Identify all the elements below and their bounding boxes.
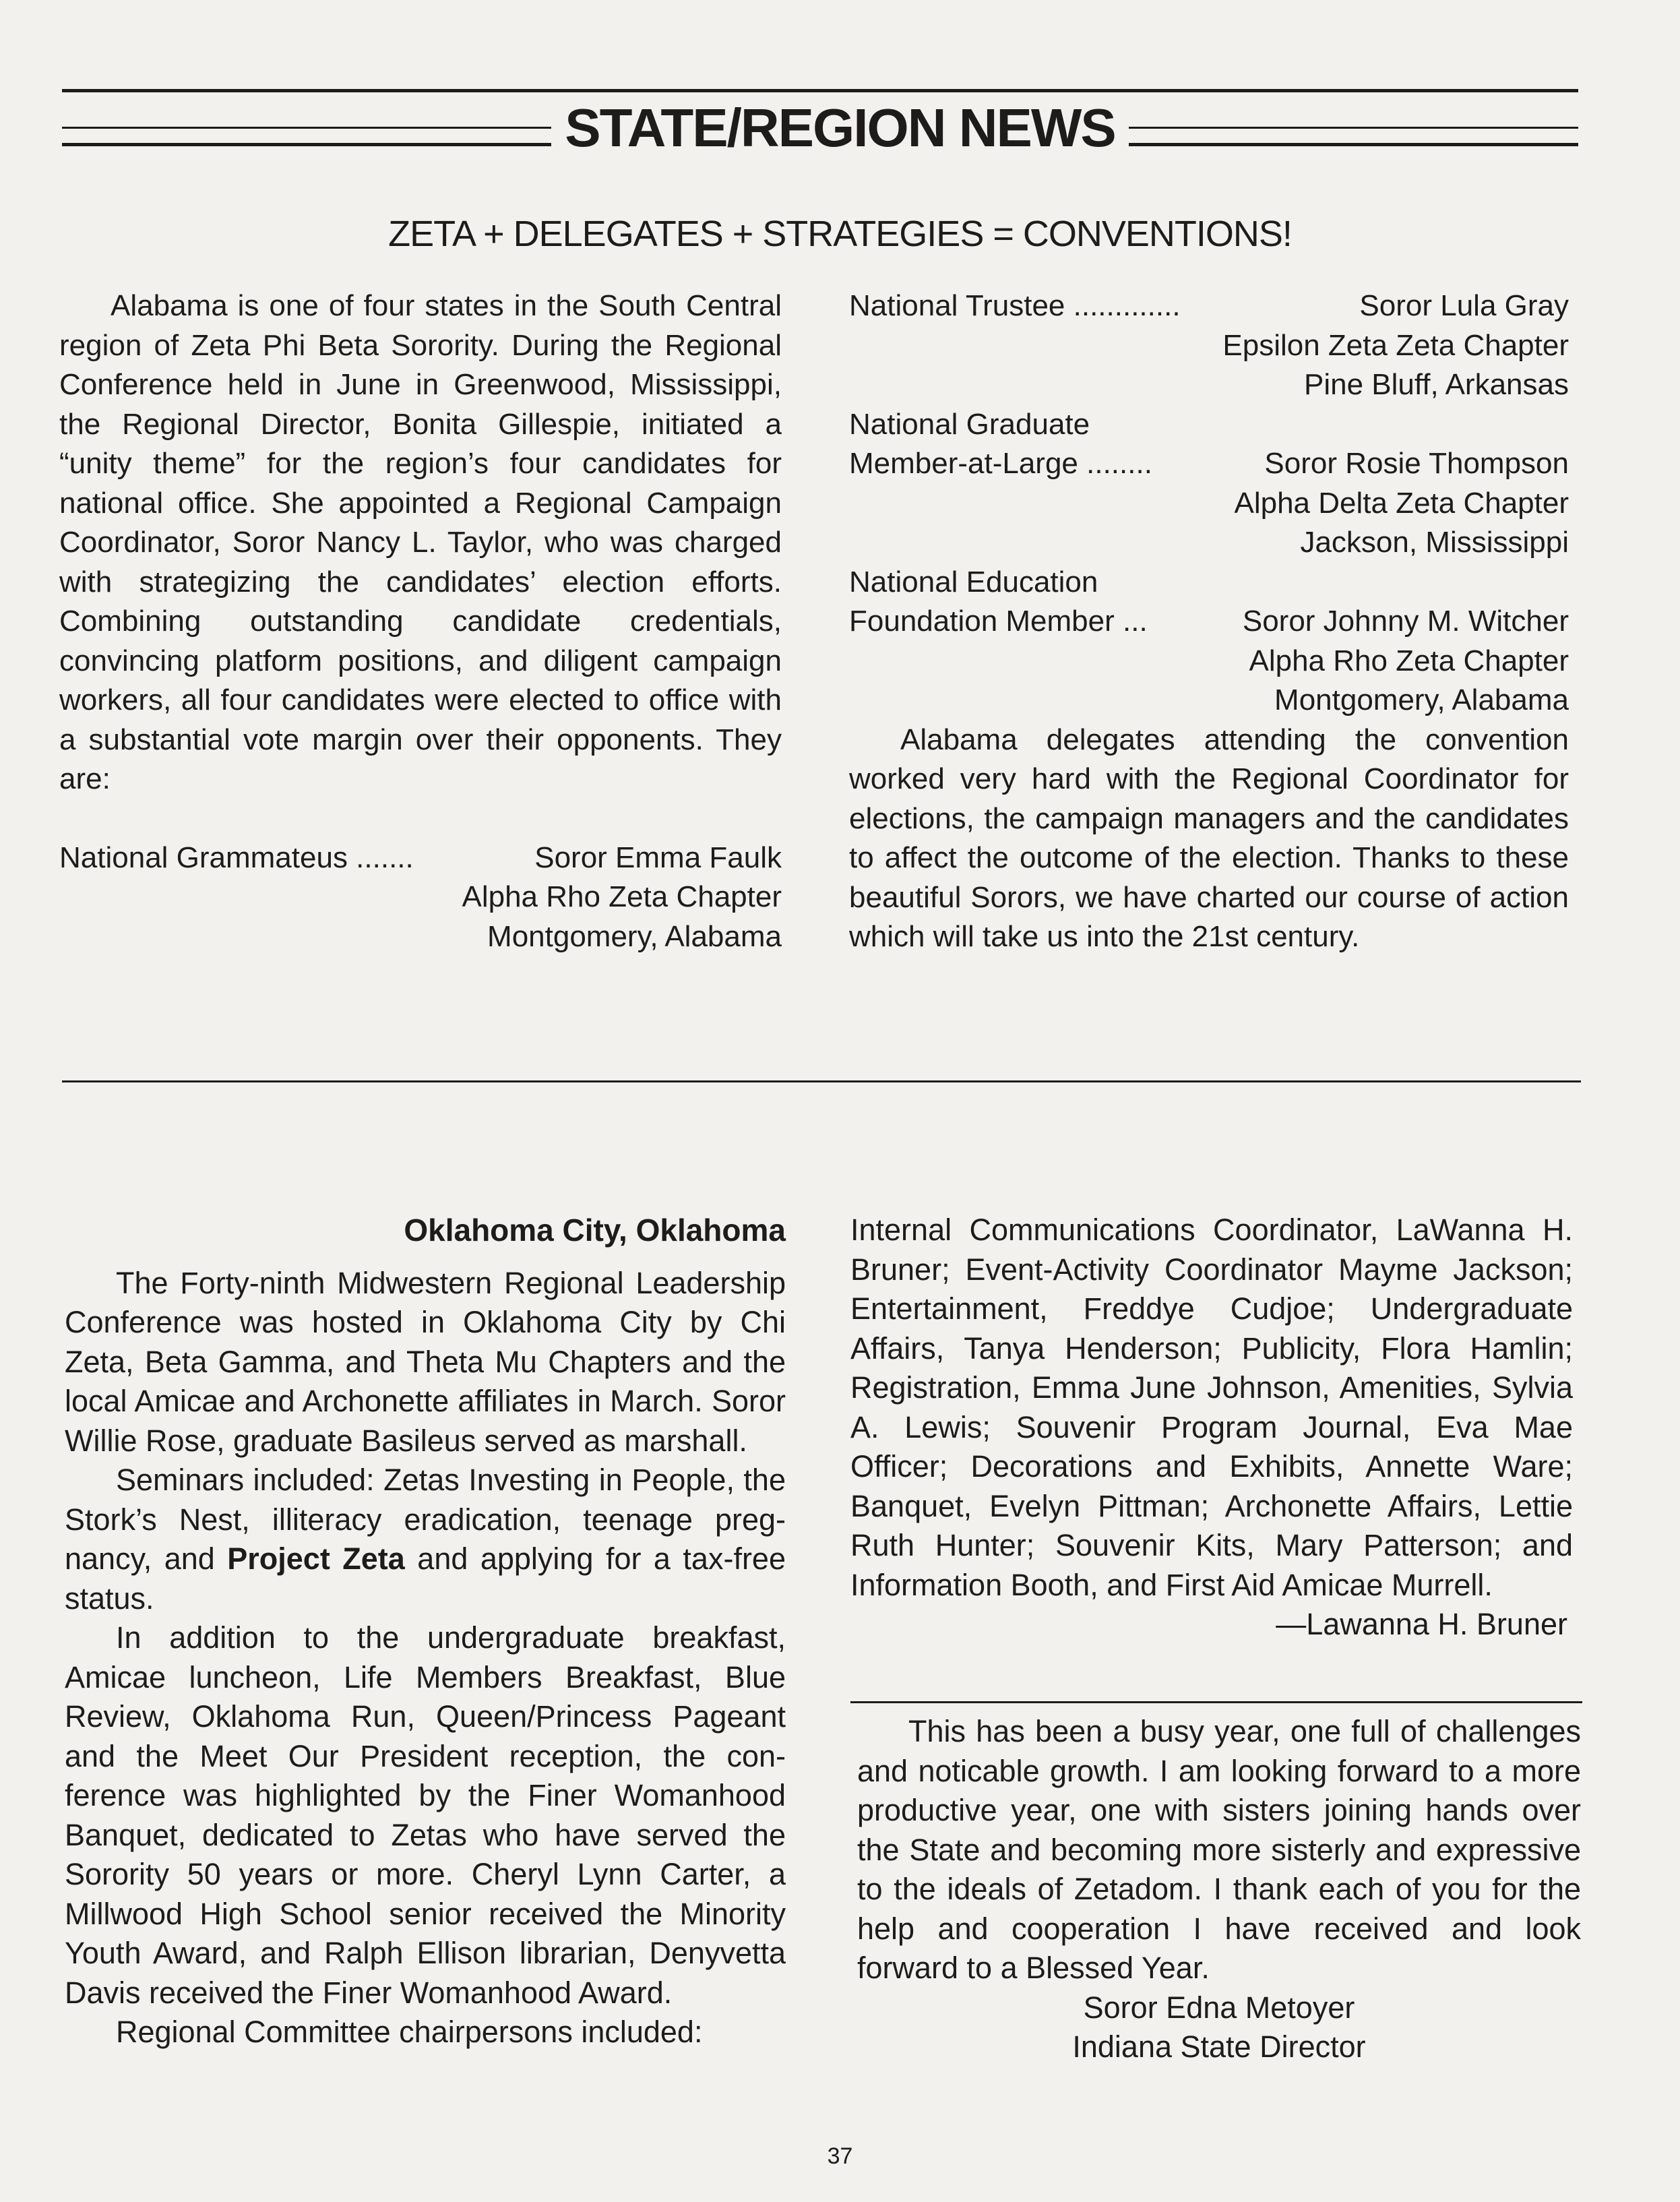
officer-title-line1: National Education — [849, 565, 1098, 599]
masthead — [0, 94, 1680, 162]
officer-city: Jackson, Mississippi — [1300, 526, 1569, 559]
officer-name: Soror Emma Faulk — [534, 840, 782, 874]
officer-title-line1: National Graduate — [849, 407, 1090, 441]
officer-chapter: Alpha Rho Zeta Chapter — [1249, 644, 1569, 677]
oklahoma-paragraph-3: In addition to the undergraduate breakfast, Amicae luncheon, Life Members Breakfast, Blue Review, Oklahoma Run, Queen/Princess Pageant and the Meet Our President reception, the con-ference was highlighted by the Finer Womanhood Banquet, dedicated to Zetas who have served the Sorority 50 years or more. Cheryl Lynn Carter, a Millwood High School senior received the Minority Youth Award, and Ralph Ellison librarian, Denyvetta Davis received the Finer Womanhood Award. — [65, 1620, 786, 2010]
alabama-closing: Alabama delegates attending the convention worked very hard with the Regional Coordinator for elections, the campaign managers and the candidates to affect the outcome of the election. Thanks to these beautiful Sorors, we have charted our course of action which will take us into the 21st century. — [849, 723, 1569, 953]
officer-grammateus — [59, 838, 782, 878]
oklahoma-article-left — [65, 1211, 786, 2052]
officer-city: Pine Bluff, Arkansas — [1304, 368, 1569, 401]
article-headline: ZETA + DELEGATES + STRATEGIES = CONVENTIONS! — [388, 214, 1292, 254]
officer-name: Soror Johnny M. Witcher — [1242, 605, 1569, 638]
officer-title: Foundation Member ... — [849, 605, 1148, 638]
officer-foundation-member — [849, 602, 1569, 642]
project-zeta: Project Zeta — [227, 1541, 405, 1576]
alabama-intro: Alabama is one of four states in the South Central region of Zeta Phi Beta Sorority. During the Regional Conference held in June in Greenwood, Mississippi, the Regional Director, Bonita Gillespie, initiated a “unity theme” for the region’s four candidates for national office. She appointed a Regional Campaign Coordinator, Soror Nancy L. Taylor, who was charged with strategizing the candidates’ election efforts. Combining outstanding candidate credentials, convincing platform positions, and diligent campaign workers, all four candidates were elected to office with a substantial vote margin over their opponents. They are: — [59, 289, 782, 795]
officer-chapter: Epsilon Zeta Zeta Chapter — [1222, 328, 1569, 362]
oklahoma-paragraph-2-text-end: and applying for a tax-free status. — [65, 1541, 786, 1616]
page-number: 37 — [827, 2143, 853, 2169]
oklahoma-paragraph-4: Regional Committee chairpersons included: — [116, 2015, 703, 2049]
oklahoma-paragraph-5: Internal Communications Coordinator, LaWanna H. Bruner; Event-Activity Coordinator Mayme Jackson; Entertainment, Freddye Cudjoe; Undergraduate Affairs, Tanya Henderson; Publicity, Flora Hamlin; Registration, Emma June Johnson, Amenities, Sylvia A. Lewis; Souvenir Program Journal, Eva Mae Officer; Decorations and Exhibits, Annette Ware; Banquet, Evelyn Pittman; Archonette Affairs, Lettie Ruth Hunter; Souvenir Kits, Mary Patterson; and Information Booth, and First Aid Amicae Murrell. — [850, 1213, 1573, 1602]
section-divider — [62, 1080, 1581, 1082]
alabama-article-left — [59, 286, 782, 956]
indiana-note — [857, 1712, 1581, 2067]
oklahoma-paragraph-2-text: Seminars included: Zetas Investing in People, the Stork’s Nest, illiteracy eradication, teenage preg-nancy, and — [65, 1463, 786, 1576]
oklahoma-paragraph-1: The Forty-ninth Midwestern Regional Leadership Conference was hosted in Oklahoma City by Chi Zeta, Beta Gamma, and Theta Mu Chapters and the local Amicae and Archonette affiliates in March. Soror Willie Rose, graduate Basileus served as marshall. — [65, 1265, 786, 1458]
oklahoma-paragraph-2 — [65, 1461, 786, 1618]
oklahoma-title: Oklahoma City, Oklahoma — [404, 1213, 786, 1248]
officer-title: Member-at-Large ........ — [849, 447, 1152, 480]
alabama-article-right — [849, 286, 1569, 957]
indiana-divider — [850, 1701, 1582, 1703]
indiana-text: This has been a busy year, one full of challenges and noticable growth. I am looking forward to a more productive year, one with sisters joining hands over the State and becoming more sisterly and expressive to the ideals of Zetadom. I thank each of you for the help and cooperation I have received and look forward to a Blessed Year. — [857, 1714, 1581, 1985]
page-title: STATE/REGION NEWS — [551, 98, 1128, 158]
officer-city: Montgomery, Alabama — [487, 919, 782, 953]
officer-chapter: Alpha Rho Zeta Chapter — [462, 880, 782, 913]
signature-name: Soror Edna Metoyer — [1083, 1990, 1355, 2025]
officer-name: Soror Lula Gray — [1359, 289, 1569, 322]
oklahoma-article-right — [850, 1211, 1573, 1645]
oklahoma-byline: —Lawanna H. Bruner — [1276, 1607, 1567, 1641]
officer-chapter: Alpha Delta Zeta Chapter — [1234, 486, 1569, 520]
officer-member-at-large — [849, 444, 1569, 484]
officer-city: Montgomery, Alabama — [1274, 683, 1569, 716]
masthead-rule-top — [62, 89, 1578, 92]
officer-title: National Trustee ............. — [849, 289, 1181, 322]
officer-title: National Grammateus ....... — [59, 840, 414, 874]
officer-trustee — [849, 286, 1569, 326]
signature-title: Indiana State Director — [1072, 2029, 1366, 2064]
officer-name: Soror Rosie Thompson — [1264, 447, 1569, 480]
